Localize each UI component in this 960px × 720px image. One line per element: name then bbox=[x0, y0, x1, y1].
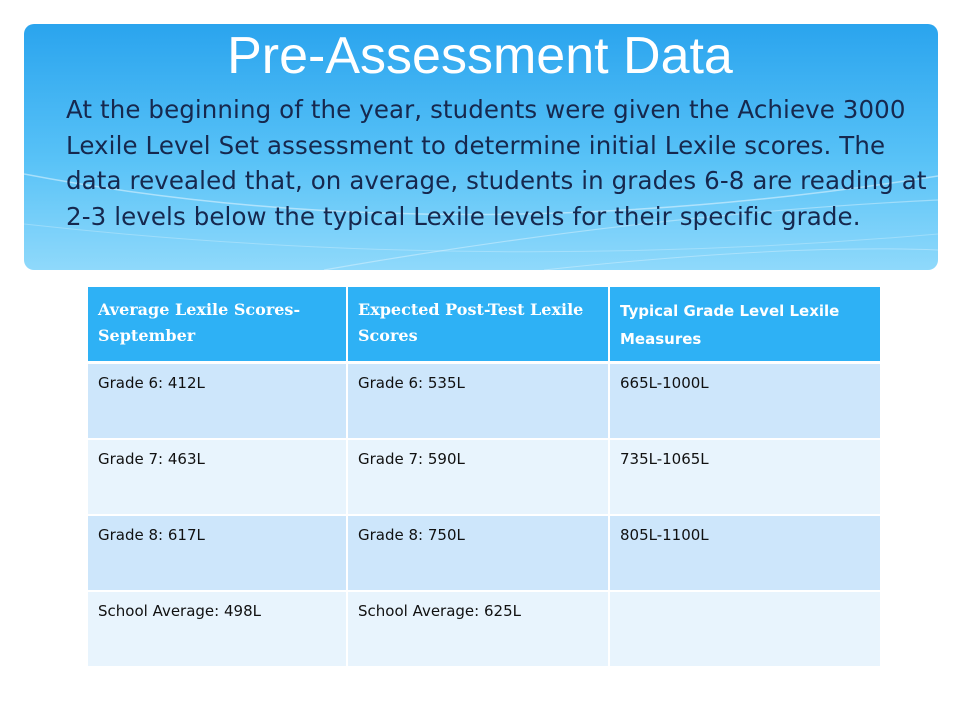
table-cell: 805L-1100L bbox=[609, 515, 880, 591]
table-header-row bbox=[88, 287, 880, 363]
table-cell: School Average: 625L bbox=[347, 591, 609, 667]
table-cell: 735L-1065L bbox=[609, 439, 880, 515]
table-cell bbox=[609, 591, 880, 667]
table-cell: Grade 6: 535L bbox=[347, 363, 609, 440]
intro-paragraph: At the beginning of the year, students were given the Achieve 3000 Lexile Level Set assessment to determine initial Lexile scores. The data revealed that, on average, students in grades 6-8 are reading at 2-3 levels below the typical Lexile levels for their specific grade. bbox=[66, 95, 927, 231]
lexile-table bbox=[88, 287, 880, 668]
table-cell: Grade 7: 590L bbox=[347, 439, 609, 515]
table-row bbox=[88, 363, 880, 440]
table-row bbox=[88, 591, 880, 667]
table-cell: Grade 8: 617L bbox=[88, 515, 347, 591]
table-cell: School Average: 498L bbox=[88, 591, 347, 667]
table-cell: 665L-1000L bbox=[609, 363, 880, 440]
table-cell: Grade 6: 412L bbox=[88, 363, 347, 440]
table-cell: Grade 8: 750L bbox=[347, 515, 609, 591]
header-average-lexile: Average Lexile Scores-September bbox=[88, 287, 347, 363]
table-row bbox=[88, 439, 880, 515]
header-expected-post-test: Expected Post-Test Lexile Scores bbox=[347, 287, 609, 363]
header-typical-grade-level: Typical Grade Level Lexile Measures bbox=[609, 287, 880, 363]
table-row bbox=[88, 515, 880, 591]
table-cell: Grade 7: 463L bbox=[88, 439, 347, 515]
slide-title: Pre-Assessment Data bbox=[227, 27, 733, 85]
